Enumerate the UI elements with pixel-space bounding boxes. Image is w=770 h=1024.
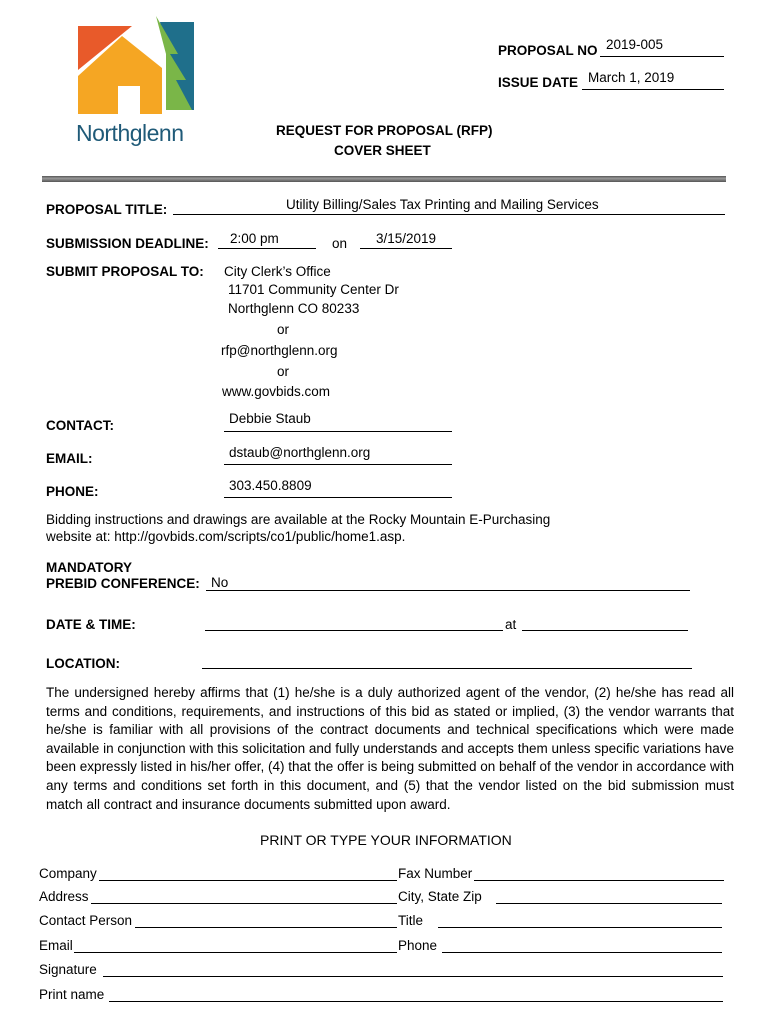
- email-info-line[interactable]: [74, 952, 397, 953]
- bidding-line-2: website at: http://govbids.com/scripts/co1/public/home1.asp.: [46, 529, 406, 544]
- signature-line[interactable]: [103, 976, 723, 977]
- company-line[interactable]: [99, 880, 397, 881]
- fax-label: Fax Number: [398, 866, 473, 881]
- prebid-conference-label: PREBID CONFERENCE:: [46, 576, 200, 591]
- signature-label: Signature: [39, 962, 97, 977]
- company-label: Company: [39, 866, 97, 881]
- submit-email: rfp@northglenn.org: [221, 343, 338, 358]
- bidding-line-1: Bidding instructions and drawings are available at the Rocky Mountain E-Purchasing: [46, 512, 551, 527]
- prebid-value[interactable]: No: [211, 575, 229, 590]
- phone-line: [224, 497, 452, 498]
- title-label: Title: [398, 913, 424, 928]
- address-line[interactable]: [91, 903, 397, 904]
- print-name-label: Print name: [39, 987, 105, 1002]
- city-label: City, State Zip: [398, 889, 482, 904]
- deadline-time-value[interactable]: 2:00 pm: [230, 231, 279, 246]
- phone-label: PHONE:: [46, 484, 99, 499]
- proposal-no-label: PROPOSAL NO: [498, 43, 598, 58]
- date-time-label: DATE & TIME:: [46, 617, 136, 632]
- at-label: at: [505, 617, 517, 632]
- cover-sheet-title: COVER SHEET: [334, 143, 431, 158]
- issue-date-label: ISSUE DATE: [498, 75, 579, 90]
- submit-to-label: SUBMIT PROPOSAL TO:: [46, 264, 204, 279]
- deadline-label: SUBMISSION DEADLINE:: [46, 236, 209, 251]
- deadline-date-line: [360, 248, 452, 249]
- phone-value[interactable]: 303.450.8809: [229, 478, 312, 493]
- issue-date-value[interactable]: March 1, 2019: [588, 70, 675, 85]
- address-line-3: Northglenn CO 80233: [228, 301, 360, 316]
- date-time-line[interactable]: [205, 630, 503, 631]
- northglenn-logo: [74, 14, 198, 150]
- proposal-title-line: [173, 214, 725, 215]
- logo-wordmark: Northglenn: [76, 120, 184, 146]
- prebid-line: [206, 590, 690, 591]
- location-label: LOCATION:: [46, 656, 120, 671]
- address-line-1: City Clerk’s Office: [224, 264, 331, 279]
- address-label: Address: [39, 889, 89, 904]
- email-label: EMAIL:: [46, 451, 93, 466]
- submit-website: www.govbids.com: [222, 384, 331, 399]
- deadline-on: on: [332, 236, 348, 251]
- contact-value[interactable]: Debbie Staub: [229, 411, 311, 426]
- at-line[interactable]: [522, 630, 688, 631]
- print-name-line[interactable]: [109, 1001, 723, 1002]
- phone-info-label: Phone: [398, 938, 438, 953]
- or-2: or: [277, 364, 290, 379]
- deadline-date-value[interactable]: 3/15/2019: [376, 231, 437, 246]
- address-line-2: 11701 Community Center Dr: [228, 282, 399, 297]
- email-line: [224, 464, 452, 465]
- mandatory-label: MANDATORY: [46, 560, 132, 575]
- header-divider: [42, 176, 726, 182]
- rfp-title: REQUEST FOR PROPOSAL (RFP): [276, 123, 493, 138]
- location-line[interactable]: [202, 668, 692, 669]
- proposal-title-label: PROPOSAL TITLE:: [46, 202, 168, 217]
- title-line[interactable]: [438, 927, 722, 928]
- proposal-no-value[interactable]: 2019-005: [606, 37, 664, 52]
- contact-person-label: Contact Person: [39, 913, 133, 928]
- deadline-time-line: [218, 248, 316, 249]
- or-1: or: [277, 322, 290, 337]
- contact-person-line[interactable]: [135, 927, 397, 928]
- email-info-label: Email: [39, 938, 73, 953]
- issue-date-line: [582, 89, 724, 90]
- affirmation-paragraph: The undersigned hereby affirms that (1) he/she is a duly authorized agent of the vendor, (2) he/she has read all terms and conditions, requirements, and instructions of this bid as stated or implied, (3) the vendor warrants that he/she is familiar with all provisions of the contract documents and technical specifications which were made available in conjunction with this solicitation and fully understands and accepts them unless specific variations have been expressly listed in his/her offer, (4) that the offer is being submitted on behalf of the vendor in accordance with any terms and conditions set forth in this document, and (5) that the vendor listed on the bid submission must match all contract and insurance documents submitted upon award.: [46, 685, 734, 812]
- city-line[interactable]: [496, 903, 722, 904]
- email-value[interactable]: dstaub@northglenn.org: [229, 445, 371, 460]
- phone-info-line[interactable]: [442, 952, 722, 953]
- contact-label: CONTACT:: [46, 418, 114, 433]
- fax-line[interactable]: [474, 880, 724, 881]
- contact-line: [224, 431, 452, 432]
- info-heading: PRINT OR TYPE YOUR INFORMATION: [260, 832, 512, 848]
- proposal-title-value[interactable]: Utility Billing/Sales Tax Printing and Mailing Services: [286, 197, 599, 212]
- proposal-no-line: [600, 56, 724, 57]
